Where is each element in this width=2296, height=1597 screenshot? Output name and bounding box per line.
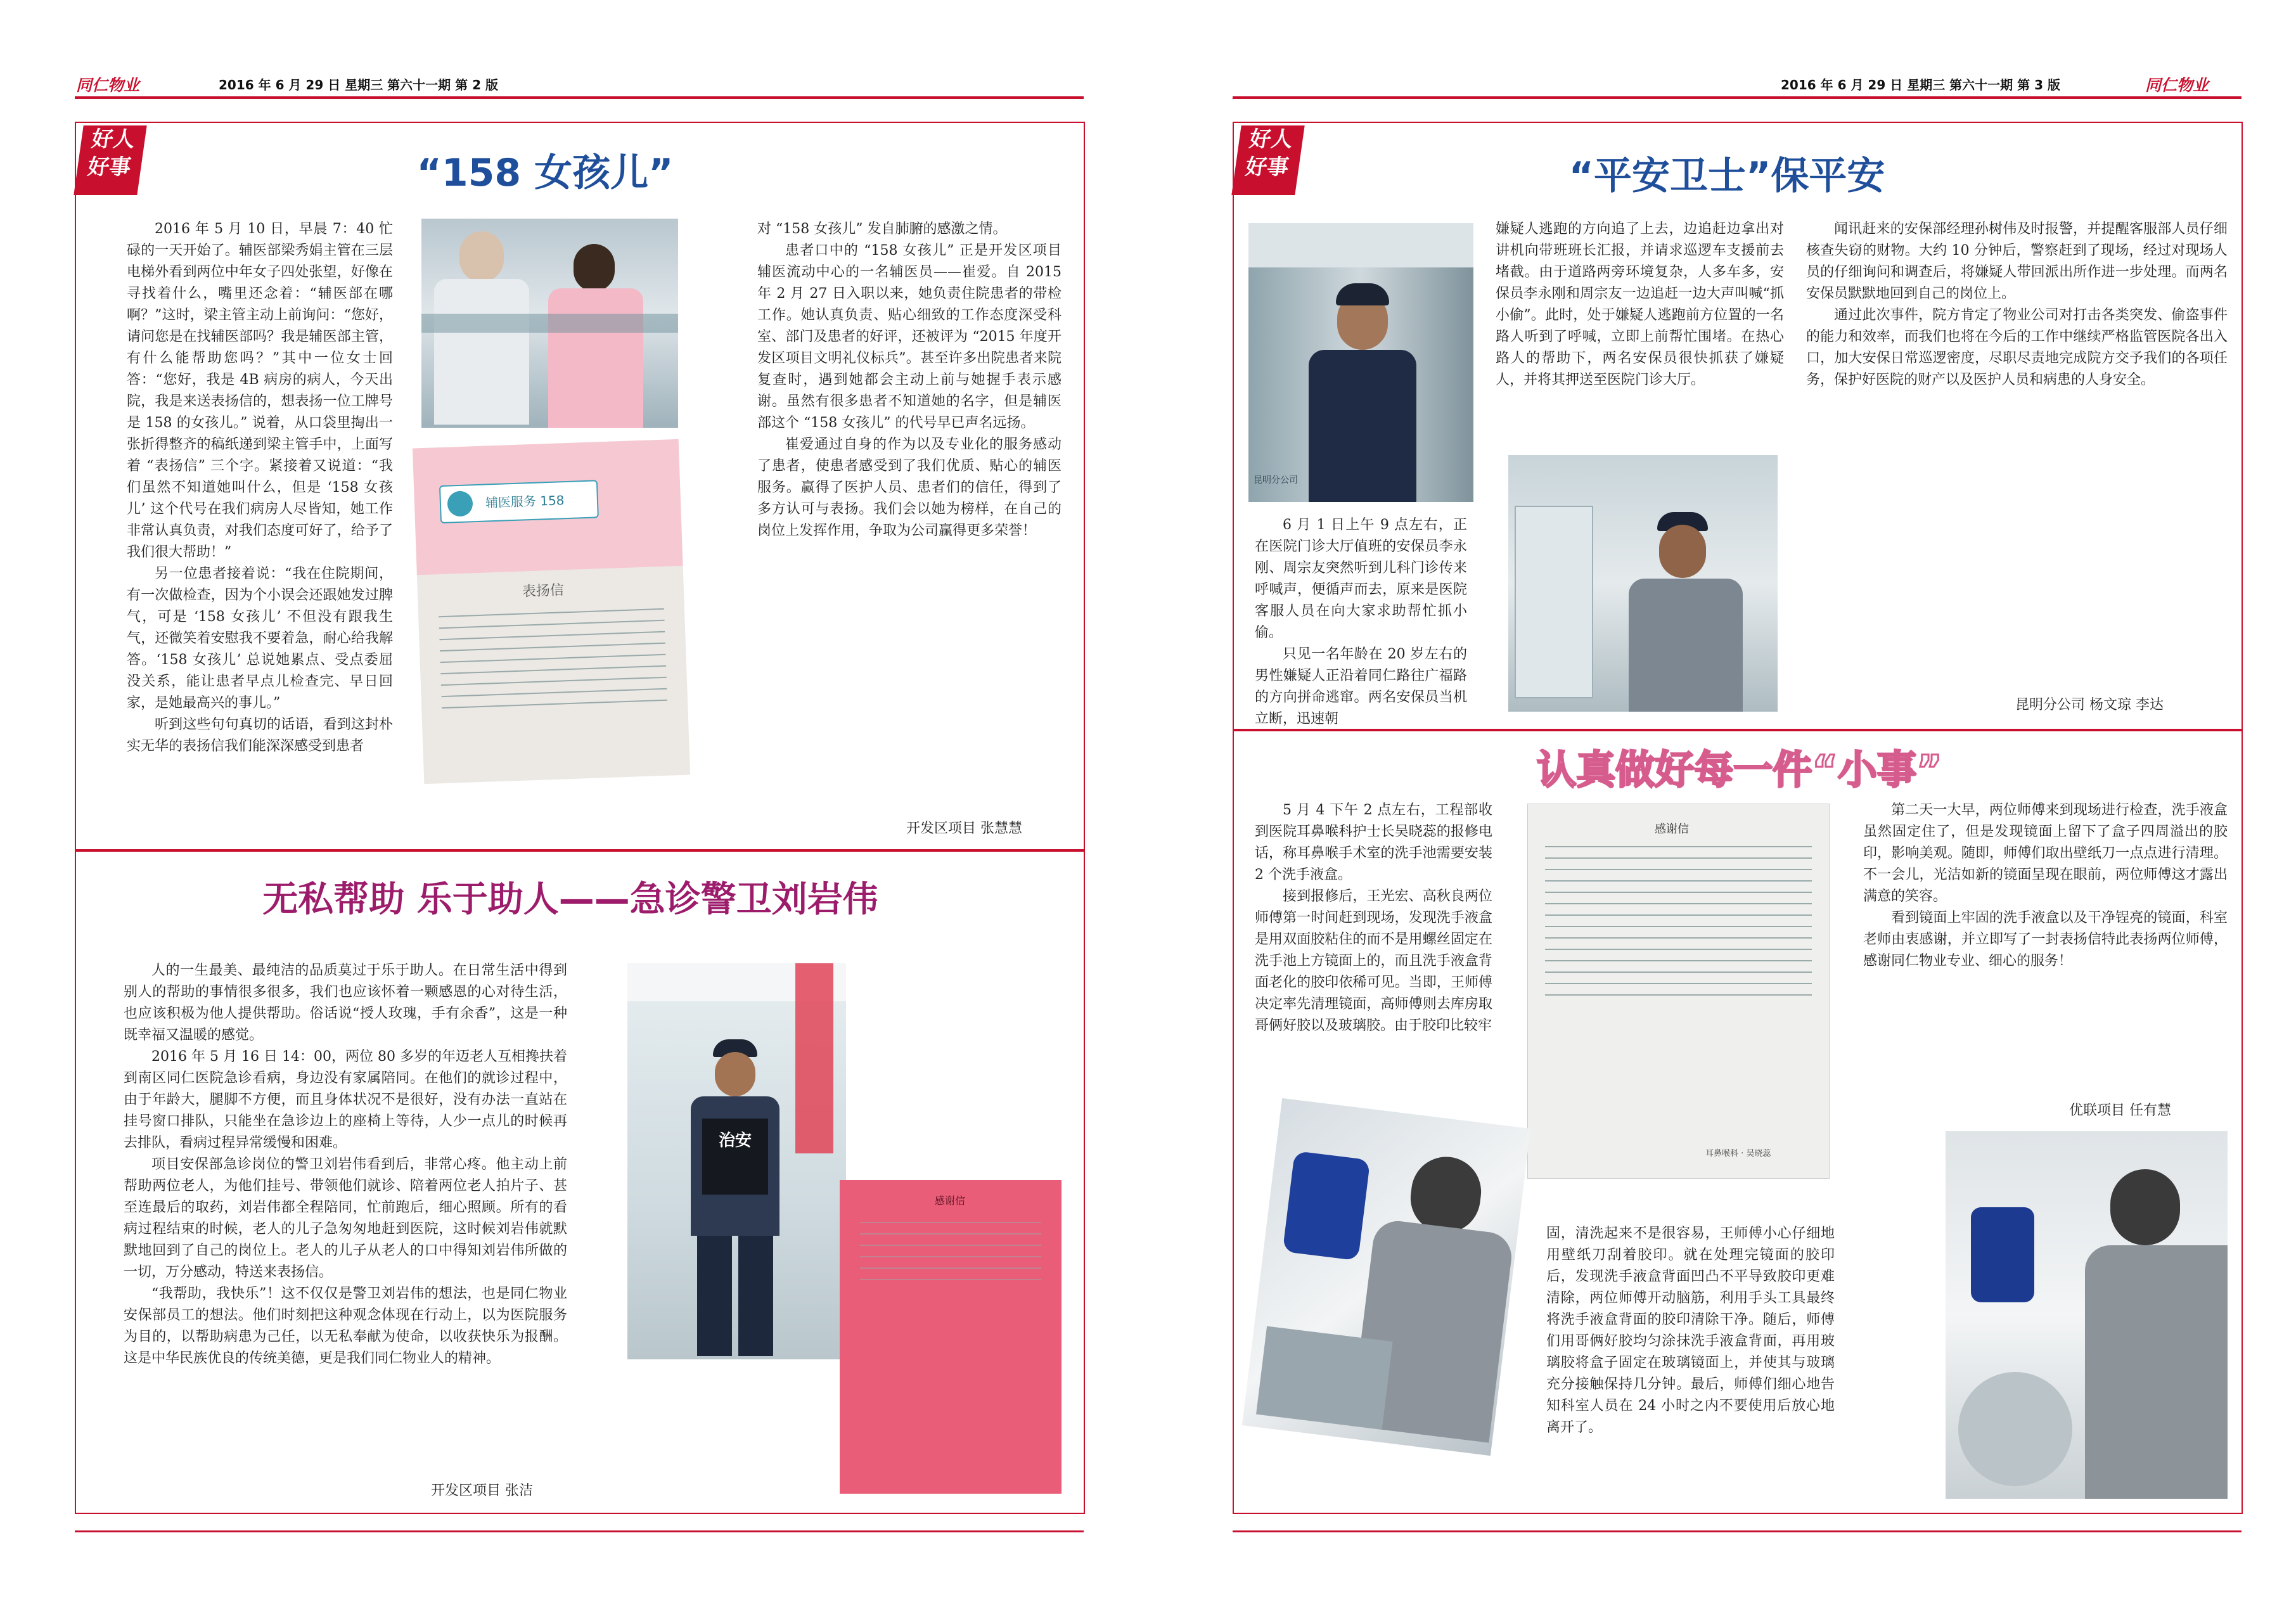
paragraph: 项目安保部急诊岗位的警卫刘岩伟看到后，非常心疼。他主动上前帮助两位老人，为他们挂号、带领他们就诊、陪着两位老人拍片子、甚至连最后的取药，刘岩伟都全程陪同，忙前跑后，细心照顾。所有的看病过程结束的时候，老人的儿子急匆匆地赶到医院，这时候刘岩伟就默默地回到了自己的岗位上。老人的儿子从老人的口中得知刘岩伟所做的一切，万分感动，特送来表扬信。 [124, 1157, 567, 1280]
page-header: 2016 年 6 月 29 日 星期三 第六十一期 第 3 版 [1781, 77, 2060, 93]
byline: 优联项目 任有慧 [2069, 1103, 2171, 1119]
guard-radio-photo [1508, 455, 1778, 712]
byline: 昆明分公司 杨文琼 李达 [2015, 697, 2164, 713]
article-column [1806, 219, 2228, 391]
letter-lines [1537, 836, 1819, 1006]
header-rule [75, 96, 1084, 99]
paragraph: “我帮助，我快乐”！这不仅仅是警卫刘岩伟的想法，也是同仁物业安保部员工的想法。他们时刻把这种观念体现在行动上，以为医院服务为目的，以帮助病患为己任，以无私奉献为使命，以收获快乐为报酬。这是中华民族优良的传统美德，更是我们同仁物业人的精神。 [124, 1286, 567, 1366]
paragraph: 另一位患者接着说：“我在住院期间，有一次做检查，因为个小误会还跟她发过脾气，可是 ‘158 女孩儿’ 不但没有跟我生气，还微笑着安慰我不要着急，耐心给我解答。‘158 女孩儿’ 总说她累点、受点委屈没关系，能让患者早点儿检查完、早日回家，是她最高兴的事儿。” [127, 566, 393, 711]
right-page [1214, 0, 2296, 1597]
byline: 开发区项目 张慧慧 [906, 821, 1022, 837]
article-column [1546, 1223, 1835, 1439]
footer-rule [1233, 1530, 2241, 1532]
stamp-line: 好事 [1243, 155, 1291, 180]
brand-logo: 同仁物业 [2145, 76, 2209, 94]
thank-you-letter-photo [1527, 804, 1830, 1179]
paragraph: 6 月 1 日上午 9 点左右，正在医院门诊大厅值班的安保员李永刚、周宗友突然听到儿科门诊传来呼喊声，便循声而去，原来是医院客服人员在向大家求助帮忙抓小偷。 [1255, 517, 1467, 641]
article-column [1863, 800, 2228, 972]
footer-rule [75, 1530, 1084, 1532]
brand-logo: 同仁物业 [76, 76, 140, 94]
paragraph: 只见一名年龄在 20 岁左右的男性嫌疑人正沿着同仁路往广福路的方向拼命逃窜。两名安保员当机立断，迅速朝 [1255, 646, 1467, 727]
vest-label: 治安 [702, 1119, 768, 1195]
paragraph: 看到镜面上牢固的洗手液盒以及干净锃亮的镜面，科室老师由衷感谢，并立即写了一封表扬信特此表扬两位师傅，感谢同仁物业专业、细心的服务！ [1863, 910, 2228, 969]
guard-photo [627, 963, 846, 1359]
article-column [757, 219, 1061, 542]
staff-badge: 辅医服务 158 [439, 480, 599, 523]
article-title: “158 女孩儿” [416, 151, 674, 195]
handwritten-lines [431, 598, 676, 719]
paragraph: 人的一生最美、最纯洁的品质莫过于乐于助人。在日常生活中得到别人的帮助的事情很多很多，我们也应该怀着一颗感恩的心对待生活，也应该积极为他人提供帮助。俗话说“授人玫瑰，手有余香”，这是一种既幸福又温暖的感觉。 [124, 963, 567, 1043]
paragraph: 固，清洗起来不是很容易，王师傅小心仔细地用壁纸刀刮着胶印。就在处理完镜面的胶印后，发现洗手液盒背面凹凸不平导致胶印更难清除，两位师傅开动脑筋，利用手头工具最终将洗手液盒背面的胶印清除干净。随后，师傅们用哥俩好胶均匀涂抹洗手液盒背面，再用玻璃胶将盒子固定在玻璃镜面上，并使其与玻璃充分接触保持几分钟。最后，师傅们细心地告知科室人员在 24 小时之内不要使用后放心地离开了。 [1546, 1226, 1835, 1435]
workers-photo [1242, 1098, 1530, 1456]
letter-title: 感谢信 [1655, 823, 1689, 836]
good-deeds-stamp [74, 125, 146, 195]
praise-note-photo [413, 439, 690, 784]
article-column [127, 219, 393, 757]
header-rule [1233, 96, 2241, 99]
door-sign: 昆明分公司 [1254, 475, 1298, 485]
paragraph: 5 月 4 下午 2 点左右，工程部收到医院耳鼻喉科护士长吴晓蕊的报修电话，称耳鼻喉手术室的洗手池需要安装 2 个洗手液盒。 [1255, 802, 1492, 883]
paragraph: 闻讯赶来的安保部经理孙树伟及时报警，并提醒客服部人员仔细核查失窃的财物。大约 10 分钟后，警察赶到了现场，经过对现场人员的仔细询问和调查后，将嫌疑人带回派出所作进一步处理。而两名安保员默默地回到自己的岗位上。 [1806, 221, 2228, 302]
article-column [124, 960, 567, 1369]
letter-signature: 耳鼻喉科 · 吴晓蕊 [1705, 1149, 1771, 1158]
stamp-line: 好人 [89, 127, 137, 152]
paragraph: 对 “158 女孩儿” 发自肺腑的感激之情。 [757, 221, 1007, 237]
article-title: 认真做好每一件“小事” [1537, 747, 1942, 793]
article-column [1255, 515, 1467, 730]
note-title: 表扬信 [522, 582, 565, 600]
security-guard-photo [1248, 223, 1473, 502]
worker-installing-photo [1946, 1131, 2228, 1499]
paragraph: 2016 年 5 月 16 日 14：00，两位 80 多岁的年迈老人互相搀扶着到南区同仁医院急诊看病，身边没有家属陪同。在他们的就诊过程中，由于年龄大，腿脚不方便，而且身体状况不是很好，没有办法一直站在挂号窗口排队，只能坐在急诊边上的座椅上等待，人少一点儿的时候再去排队，看病过程异常缓慢和困难。 [124, 1049, 567, 1151]
stamp-line: 好人 [1247, 127, 1295, 152]
paragraph: 2016 年 5 月 10 日，早晨 7：40 忙碌的一天开始了。辅医部梁秀娟主管在三层电梯外看到两位中年女子四处张望，好像在寻找着什么，嘴里还念着：“辅医部在哪啊？”这时，梁主管主动上前询问：“您好，请问您是在找辅医部吗？我是辅医部主管，有什么能帮助您吗？”其中一位女士回答：“您好，我是 4B 病房的病人，今天出院，我是来送表扬信的，想表扬一位工牌号是 158 的女孩儿。” 说着，从口袋里掏出一张折得整齐的稿纸递到梁主管手中，上面写着 “表扬信” 三个字。紧接着又说道：“我们虽然不知道她叫什么，但是 ‘158 女孩儿’ 这个代号在我们病房人尽皆知，她工作非常认真负责，对我们态度可好了，给予了我们很大帮助！” [127, 221, 393, 560]
stamp-line: 好事 [86, 155, 133, 180]
article-title: 无私帮助 乐于助人——急诊警卫刘岩伟 [262, 879, 878, 920]
letter-title: 感谢信 [935, 1195, 966, 1207]
letter-lines [852, 1212, 1049, 1290]
paragraph: 崔爱通过自身的作为以及专业化的服务感动了患者，使患者感受到了我们优质、贴心的辅医服务。赢得了医护人员、患者们的信任，得到了多方认可与表扬。我们会以她为榜样，在自己的岗位上发挥作用，争取为公司赢得更多荣誉！ [757, 437, 1061, 539]
paragraph: 第二天一大早，两位师傅来到现场进行检查，洗手液盒虽然固定住了，但是发现镜面上留下了盒子四周溢出的胶印，影响美观。随即，师傅们取出壁纸刀一点点进行清理。不一会儿，光洁如新的镜面呈现在眼前，两位师傅这才露出满意的笑容。 [1863, 802, 2228, 904]
paragraph: 嫌疑人逃跑的方向追了上去，边追赶边拿出对讲机向带班班长汇报，并请求巡逻车支援前去堵截。由于道路两旁环境复杂，人多车多，安保员李永刚和周宗友一边追赶一边大声叫喊“抓小偷”。此时，处于嫌疑人逃跑前方位置的一名路人听到了呼喊，立即上前帮忙围堵。在热心路人的帮助下，两名安保员很快抓获了嫌疑人，并将其押送至医院门诊大厅。 [1496, 221, 1784, 388]
article-title: “平安卫士”保平安 [1568, 154, 1885, 198]
article-column [1496, 219, 1784, 391]
page-header: 2016 年 6 月 29 日 星期三 第六十一期 第 2 版 [219, 77, 498, 93]
paragraph: 听到这些句句真切的话语，看到这封朴实无华的表扬信我们能深深感受到患者 [127, 717, 393, 754]
paragraph: 通过此次事件，院方肯定了物业公司对打击各类突发、偷盗事件的能力和效率，而我们也将在今后的工作中继续严格监管医院各出入口，加大安保日常巡逻密度，尽职尽责地完成院方交予我们的各项任务，保护好医院的财产以及医护人员和病患的人身安全。 [1806, 307, 2228, 388]
lobby-photo [421, 219, 678, 428]
left-page [0, 0, 1128, 1597]
paragraph: 接到报修后，王光宏、高秋良两位师傅第一时间赶到现场，发现洗手液盒是用双面胶粘住的而不是用螺丝固定在洗手池上方镜面上的，而且洗手液盒背面老化的胶印依稀可见。当即，王师傅决定率先清理镜面，高师傅则去库房取哥俩好胶以及玻璃胶。由于胶印比较牢 [1255, 888, 1492, 1034]
good-deeds-stamp [1231, 125, 1304, 195]
byline: 开发区项目 张洁 [431, 1483, 533, 1499]
article-column [1255, 800, 1492, 1037]
thank-you-letter-photo [840, 1180, 1061, 1494]
paragraph: 患者口中的 “158 女孩儿” 正是开发区项目辅医流动中心的一名辅医员——崔爱。自 2015 年 2 月 27 日入职以来，她负责住院患者的带检工作。她认真负责、贴心细致的工作态度深受科室、部门及患者的好评，还被评为 “2015 年度开发区项目文明礼仪标兵”。甚至许多出院患者来院复查时，遇到她都会主动上前与她握手表示感谢。虽然有很多患者不知道她的名字，但是辅医部这个 “158 女孩儿” 的代号早已声名远扬。 [757, 243, 1061, 431]
